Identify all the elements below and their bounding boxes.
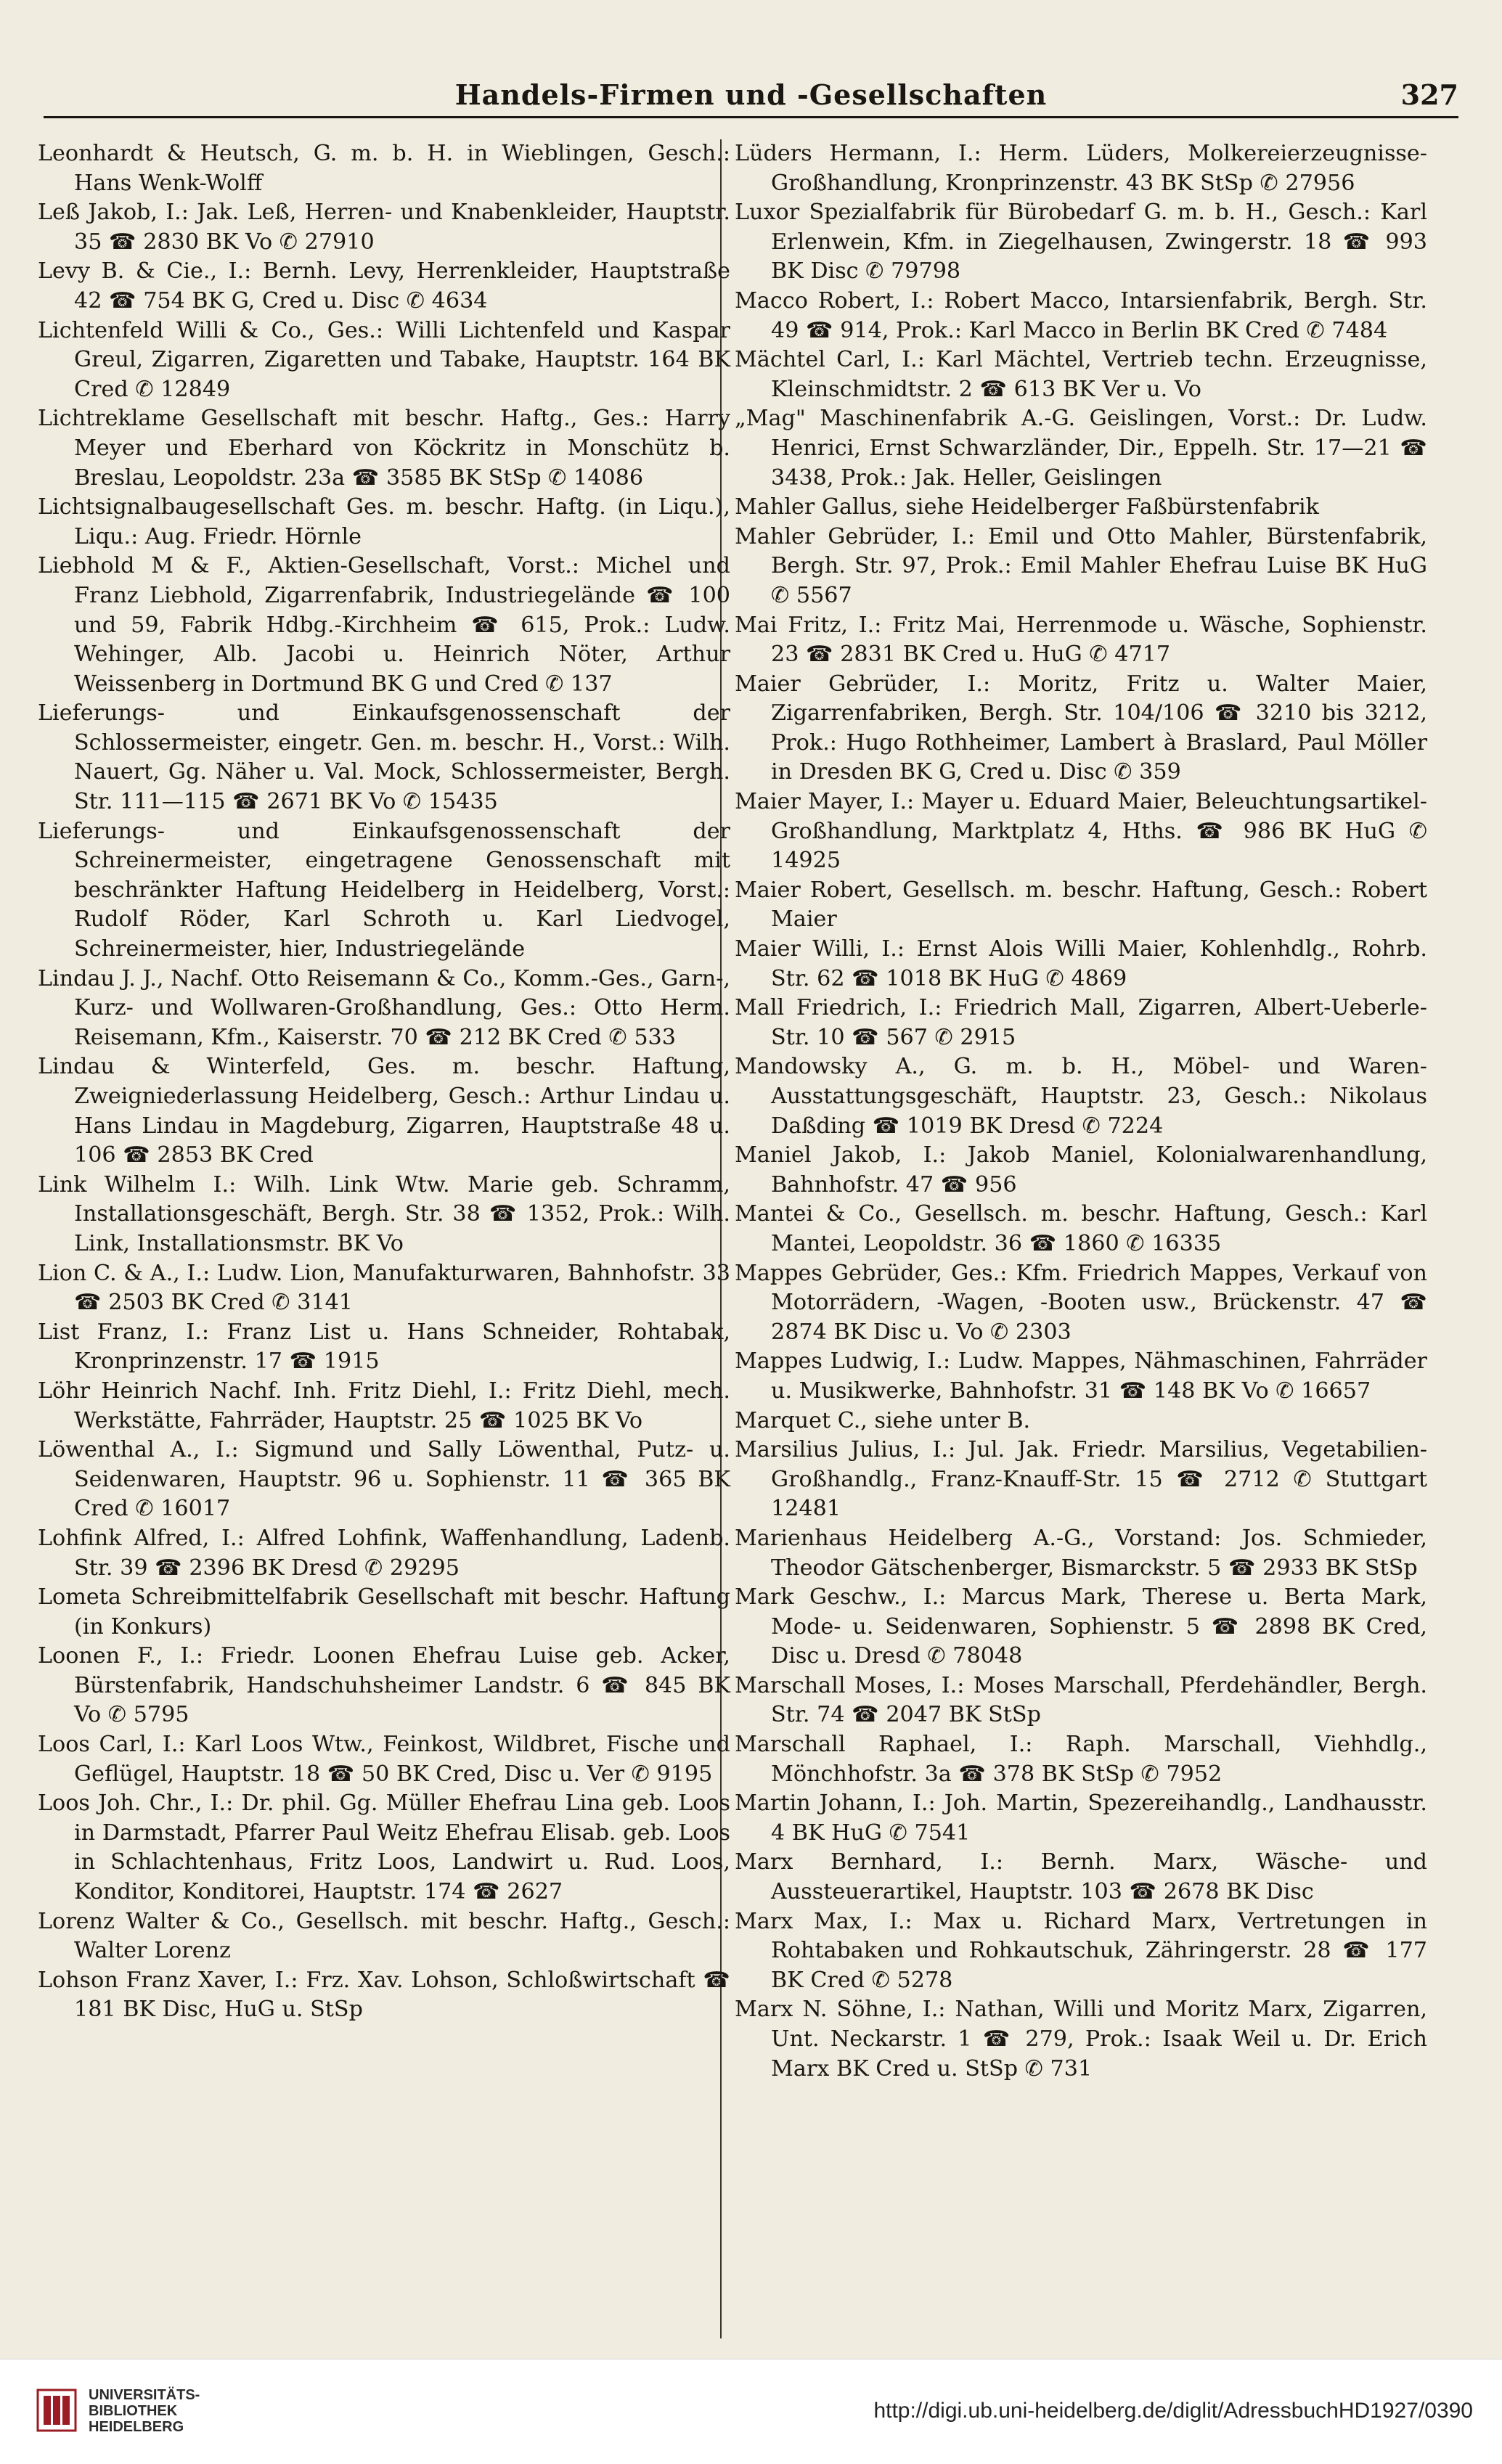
directory-entry: Lohson Franz Xaver, I.: Frz. Xav. Lohson, Schloßwirtschaft ☎ 181 BK Disc, HuG u. StSp (38, 1967, 730, 2023)
directory-entry: Lorenz Walter & Co., Gesellsch. mit beschr. Haftg., Gesch.: Walter Lorenz (38, 1908, 730, 1964)
footer (0, 2359, 1502, 2464)
directory-entry: Maier Willi, I.: Ernst Alois Willi Maier, Kohlenhdlg., Rohrb. Str. 62 ☎ 1018 BK HuG ✆ 4869 (735, 936, 1427, 991)
directory-entry: Marx Max, I.: Max u. Richard Marx, Vertretungen in Rohtabaken und Rohkautschuk, Zähringerstr. 28 ☎ 177 BK Cred ✆ 5278 (735, 1908, 1427, 1993)
directory-entry: Marx Bernhard, I.: Bernh. Marx, Wäsche- und Aussteuerartikel, Hauptstr. 103 ☎ 2678 BK Disc (735, 1849, 1427, 1905)
running-head: Handels-Firmen und -Gesellschaften (454, 78, 1048, 111)
directory-entry: Löhr Heinrich Nachf. Inh. Fritz Diehl, I.: Fritz Diehl, mech. Werkstätte, Fahrräder, Hauptstr. 25 ☎ 1025 BK Vo (38, 1378, 730, 1433)
directory-entry: Maier Robert, Gesellsch. m. beschr. Haftung, Gesch.: Robert Maier (735, 877, 1427, 933)
directory-entry: Marschall Moses, I.: Moses Marschall, Pferdehändler, Bergh. Str. 74 ☎ 2047 BK StSp (735, 1672, 1427, 1728)
directory-entry: Lion C. & A., I.: Ludw. Lion, Manufakturwaren, Bahnhofstr. 33 ☎ 2503 BK Cred ✆ 3141 (38, 1260, 730, 1316)
directory-entry: Löwenthal A., I.: Sigmund und Sally Löwenthal, Putz- u. Seidenwaren, Hauptstr. 96 u. Sophienstr. 11 ☎ 365 BK Cred ✆ 16017 (38, 1437, 730, 1522)
directory-entry: Lieferungs- und Einkaufsgenossenschaft der Schreinermeister, eingetragene Genossenschaft mit beschränkter Haftung Heidelberg in Heidelberg, Vorst.: Rudolf Röder, Karl Schroth u. Karl Liedvogel, Schreinermeister, hier, Industriegelände (38, 818, 730, 962)
directory-entry: Marschall Raphael, I.: Raph. Marschall, Viehhdlg., Mönchhofstr. 3a ☎ 378 BK StSp ✆ 7952 (735, 1732, 1427, 1787)
library-name-line: HEIDELBERG (89, 2419, 184, 2435)
source-url-link[interactable]: http://digi.ub.uni-heidelberg.de/diglit/AdressbuchHD1927/0390 (873, 2399, 1473, 2423)
directory-entry: Mai Fritz, I.: Fritz Mai, Herrenmode u. Wäsche, Sophienstr. 23 ☎ 2831 BK Cred u. HuG ✆ 4717 (735, 612, 1427, 668)
directory-entry: Maniel Jakob, I.: Jakob Maniel, Kolonialwarenhandlung, Bahnhofstr. 47 ☎ 956 (735, 1142, 1427, 1198)
directory-entry: Lichtsignalbaugesellschaft Ges. m. beschr. Haftg. (in Liqu.), Liqu.: Aug. Friedr. Hörnle (38, 494, 730, 549)
directory-entry: Marienhaus Heidelberg A.-G., Vorstand: Jos. Schmieder, Theodor Gätschenberger, Bismarckstr. 5 ☎ 2933 BK StSp (735, 1525, 1427, 1581)
directory-entry: Lometa Schreibmittelfabrik Gesellschaft mit beschr. Haftung (in Konkurs) (38, 1584, 730, 1640)
directory-entry: „Mag" Maschinenfabrik A.-G. Geislingen, Vorst.: Dr. Ludw. Henrici, Ernst Schwarzländer, Dir., Eppelh. Str. 17—21 ☎ 3438, Prok.: Jak. Heller, Geislingen (735, 406, 1427, 491)
directory-entry: Mächtel Carl, I.: Karl Mächtel, Vertrieb techn. Erzeugnisse, Kleinschmidtstr. 2 ☎ 613 BK Ver u. Vo (735, 347, 1427, 402)
directory-entry: Marquet C., siehe unter B. (735, 1407, 1031, 1433)
page-header (44, 73, 1458, 118)
library-name-line: BIBLIOTHEK (89, 2403, 178, 2419)
directory-entry: Levy B. & Cie., I.: Bernh. Levy, Herrenkleider, Hauptstraße 42 ☎ 754 BK G, Cred u. Disc ✆ 4634 (38, 258, 730, 314)
directory-entry: Lindau J. J., Nachf. Otto Reisemann & Co., Komm.-Ges., Garn-, Kurz- und Wollwaren-Großhandlung, Ges.: Otto Herm. Reisemann, Kfm., Kaiserstr. 70 ☎ 212 BK Cred ✆ 533 (38, 965, 730, 1050)
directory-entry: Mappes Ludwig, I.: Ludw. Mappes, Nähmaschinen, Fahrräder u. Musikwerke, Bahnhofstr. 31 ☎ 148 BK Vo ✆ 16657 (735, 1348, 1427, 1404)
left-column (38, 139, 730, 2025)
directory-entry: Loos Joh. Chr., I.: Dr. phil. Gg. Müller Ehefrau Lina geb. Loos in Darmstadt, Pfarrer Paul Weitz Ehefrau Elisab. geb. Loos in Schlachtenhaus, Fritz Loos, Landwirt u. Rud. Loos, Konditor, Konditorei, Hauptstr. 174 ☎ 2627 (38, 1790, 730, 1905)
directory-entry: Leß Jakob, I.: Jak. Leß, Herren- und Knabenkleider, Hauptstr. 35 ☎ 2830 BK Vo ✆ 27910 (38, 200, 730, 255)
directory-entry: Macco Robert, I.: Robert Macco, Intarsienfabrik, Bergh. Str. 49 ☎ 914, Prok.: Karl Macco in Berlin BK Cred ✆ 7484 (735, 287, 1427, 343)
directory-entry: Liebhold M & F., Aktien-Gesellschaft, Vorst.: Michel und Franz Liebhold, Zigarrenfabrik, Industriegelände ☎ 100 und 59, Fabrik Hdbg.-Kirchheim ☎ 615, Prok.: Ludw. Wehinger, Alb. Jacobi u. Heinrich Nöter, Arthur Weissenberg in Dortmund BK G und Cred ✆ 137 (38, 553, 730, 697)
page-number: 327 (1400, 78, 1458, 111)
directory-entry: Martin Johann, I.: Joh. Martin, Spezereihandlg., Landhausstr. 4 BK HuG ✆ 7541 (735, 1790, 1427, 1846)
directory-entry: Mark Geschw., I.: Marcus Mark, Therese u. Berta Mark, Mode- u. Seidenwaren, Sophienstr. 5 ☎ 2898 BK Cred, Disc u. Dresd ✆ 78048 (735, 1584, 1427, 1669)
directory-entry: Mahler Gallus, siehe Heidelberger Faßbürstenfabrik (735, 494, 1319, 520)
directory-entry: Mantei & Co., Gesellsch. m. beschr. Haftung, Gesch.: Karl Mantei, Leopoldstr. 36 ☎ 1860 ✆ 16335 (735, 1201, 1427, 1256)
library-name-line: UNIVERSITÄTS- (89, 2387, 200, 2403)
directory-entry: Loonen F., I.: Friedr. Loonen Ehefrau Luise geb. Acker, Bürstenfabrik, Handschuhsheimer Landstr. 6 ☎ 845 BK Vo ✆ 5795 (38, 1643, 730, 1728)
directory-entry: Leonhardt & Heutsch, G. m. b. H. in Wieblingen, Gesch.: Hans Wenk-Wolff (38, 141, 730, 196)
directory-entry: Maier Mayer, I.: Mayer u. Eduard Maier, Beleuchtungsartikel-Großhandlung, Marktplatz 4, Hths. ☎ 986 BK HuG ✆ 14925 (735, 789, 1427, 874)
directory-entry: Loos Carl, I.: Karl Loos Wtw., Feinkost, Wildbret, Fische und Geflügel, Hauptstr. 18 ☎ 50 BK Cred, Disc u. Ver ✆ 9195 (38, 1732, 730, 1787)
directory-entry: Lichtreklame Gesellschaft mit beschr. Haftg., Ges.: Harry Meyer und Eberhard von Köckritz in Monschütz b. Breslau, Leopoldstr. 23a ☎ 3585 BK StSp ✆ 14086 (38, 406, 730, 491)
directory-entry: Lichtenfeld Willi & Co., Ges.: Willi Lichtenfeld und Kaspar Greul, Zigarren, Zigaretten und Tabake, Hauptstr. 164 BK Cred ✆ 12849 (38, 317, 730, 402)
directory-entry: Luxor Spezialfabrik für Bürobedarf G. m. b. H., Gesch.: Karl Erlenwein, Kfm. in Ziegelhausen, Zwingerstr. 18 ☎ 993 BK Disc ✆ 79798 (735, 200, 1427, 285)
library-name (89, 2387, 277, 2435)
directory-entry: Lindau & Winterfeld, Ges. m. beschr. Haftung, Zweigniederlassung Heidelberg, Gesch.: Arthur Lindau u. Hans Lindau in Magdeburg, Zigarren, Hauptstraße 48 u. 106 ☎ 2853 BK Cred (38, 1054, 730, 1168)
directory-entry: Mappes Gebrüder, Ges.: Kfm. Friedrich Mappes, Verkauf von Motorrädern, -Wagen, -Booten usw., Brückenstr. 47 ☎ 2874 BK Disc u. Vo ✆ 2303 (735, 1260, 1427, 1345)
directory-entry: Lieferungs- und Einkaufsgenossenschaft der Schlossermeister, eingetr. Gen. m. beschr. H., Vorst.: Wilh. Nauert, Gg. Näher u. Val. Mock, Schlossermeister, Bergh. Str. 111—115 ☎ 2671 BK Vo ✆ 15435 (38, 700, 730, 815)
directory-entry: Mall Friedrich, I.: Friedrich Mall, Zigarren, Albert-Ueberle-Str. 10 ☎ 567 ✆ 2915 (735, 995, 1427, 1050)
directory-entry: Marx N. Söhne, I.: Nathan, Willi und Moritz Marx, Zigarren, Unt. Neckarstr. 1 ☎ 279, Prok.: Isaak Weil u. Dr. Erich Marx BK Cred u. StSp ✆ 731 (735, 1997, 1427, 2082)
directory-entry: Lohfink Alfred, I.: Alfred Lohfink, Waffenhandlung, Ladenb. Str. 39 ☎ 2396 BK Dresd ✆ 29295 (38, 1525, 730, 1581)
university-library-logo-icon (36, 2389, 77, 2432)
directory-entry: Link Wilhelm I.: Wilh. Link Wtw. Marie geb. Schramm, Installationsgeschäft, Bergh. Str. 38 ☎ 1352, Prok.: Wilh. Link, Installationsmstr. BK Vo (38, 1171, 730, 1256)
directory-entry: Lüders Hermann, I.: Herm. Lüders, Molkereierzeugnisse-Großhandlung, Kronprinzenstr. 43 BK StSp ✆ 27956 (735, 141, 1427, 196)
directory-entry: Marsilius Julius, I.: Jul. Jak. Friedr. Marsilius, Vegetabilien-Großhandlg., Franz-Knauff-Str. 15 ☎ 2712 ✆ Stuttgart 12481 (735, 1437, 1427, 1522)
directory-entry: Maier Gebrüder, I.: Moritz, Fritz u. Walter Maier, Zigarrenfabriken, Bergh. Str. 104/106 ☎ 3210 bis 3212, Prok.: Hugo Rothheimer, Lambert à Braslard, Paul Möller in Dresden BK G, Cred u. Disc ✆ 359 (735, 671, 1427, 785)
directory-entry: Mahler Gebrüder, I.: Emil und Otto Mahler, Bürstenfabrik, Bergh. Str. 97, Prok.: Emil Mahler Ehefrau Luise BK HuG ✆ 5567 (735, 523, 1427, 608)
directory-entry: Mandowsky A., G. m. b. H., Möbel- und Waren-Ausstattungsgeschäft, Hauptstr. 23, Gesch.: Nikolaus Daßding ☎ 1019 BK Dresd ✆ 7224 (735, 1054, 1427, 1139)
right-column (735, 139, 1427, 2084)
directory-entry: List Franz, I.: Franz List u. Hans Schneider, Rohtabak, Kronprinzenstr. 17 ☎ 1915 (38, 1319, 730, 1375)
